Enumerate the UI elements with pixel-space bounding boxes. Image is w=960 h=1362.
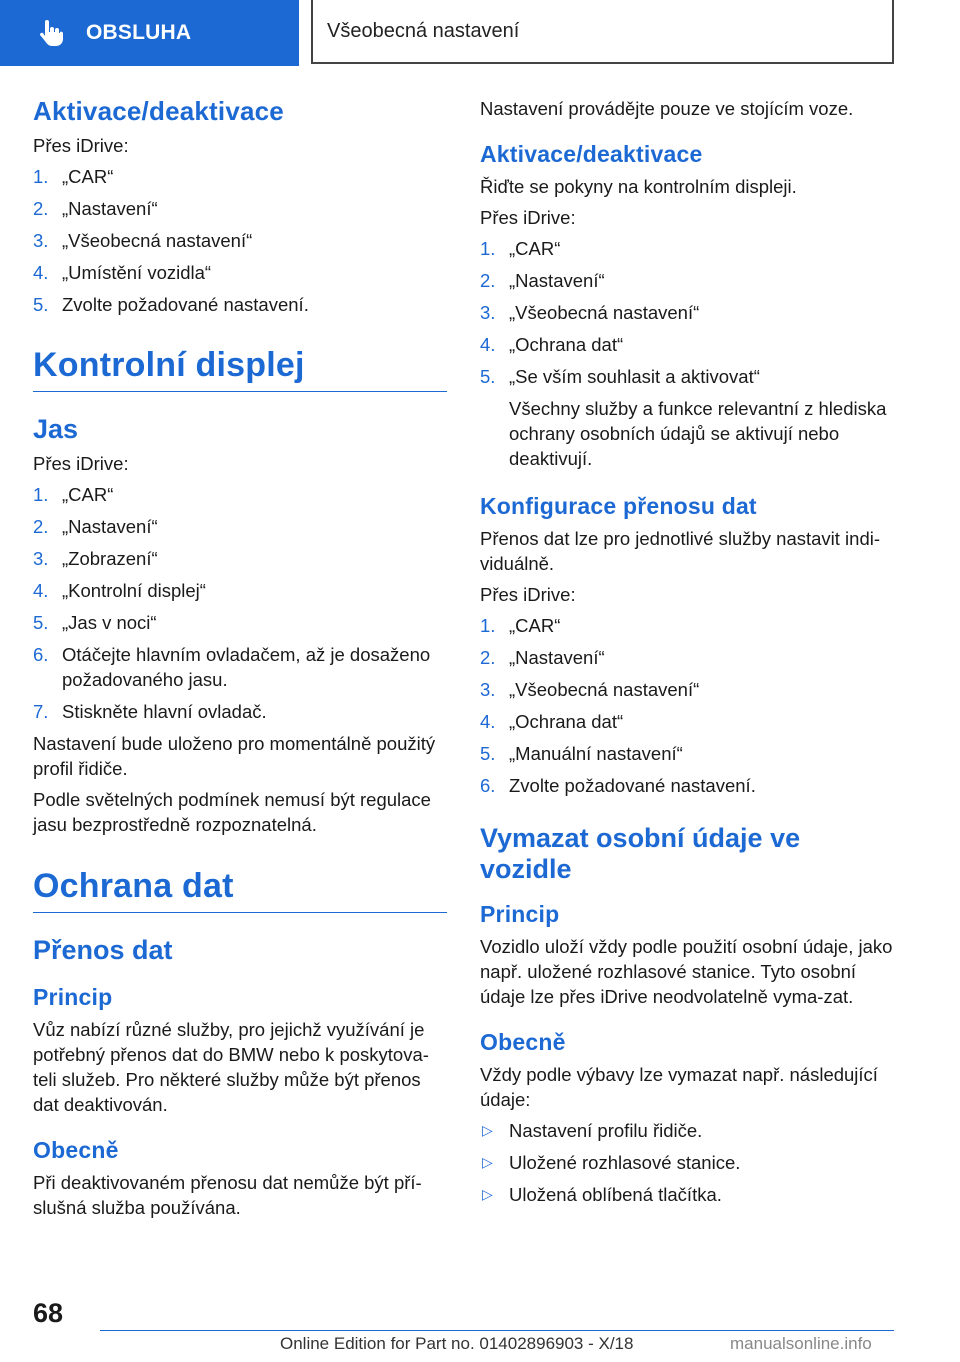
list-item: 4. „Ochrana dat“ [480,334,624,355]
heading-obecne-right: Obecně [480,1029,566,1055]
paragraph: Vůz nabízí různé služby, pro jejichž využívání je potřebný přenos dat do BMW nebo k poskytova‐teli služeb. Pro některé služby může být přenos dat deaktivován. [33,1019,429,1115]
heading-konfigurace: Konfigurace přenosu dat [480,493,757,519]
list-item: ▷ Nastavení profilu řidiče. [482,1120,703,1141]
list-item: 3. „Všeobecná nastavení“ [480,679,700,700]
list-item: 6. Zvolte požadované nastavení. [480,775,756,796]
list-item: 1. „CAR“ [480,238,561,259]
footer-edition: Online Edition for Part no. 01402896903 - X/18 [280,1334,634,1353]
list-item: 3. „Všeobecná nastavení“ [33,230,253,251]
list-item: ▷ Uložené rozhlasové stanice. [482,1152,741,1173]
paragraph: Podle světelných podmínek nemusí být regulace jasu bezprostředně rozpoznatelná. [33,789,431,835]
footer-divider [100,1330,894,1331]
list-item: 3. „Všeobecná nastavení“ [480,302,700,323]
heading-aktivace-deaktivace: Aktivace/deaktivace [480,141,703,167]
heading-kontrolni-displej: Kontrolní displej [33,346,447,392]
heading-princip-right: Princip [480,901,560,927]
left-column [33,96,447,1226]
list-item: 2. „Nastavení“ [33,198,158,219]
list-item: 2. „Nastavení“ [480,270,605,291]
section-title: Všeobecná nastavení [327,19,520,42]
steps-list [480,613,894,798]
paragraph: Přes iDrive: [480,584,576,605]
heading-aktivace: Aktivace/deaktivace [33,96,284,126]
paragraph: Přes iDrive: [33,135,129,156]
list-item: 5. „Manuální nastavení“ [480,743,683,764]
list-item: 4. „Kontrolní displej“ [33,580,206,601]
section-title-box [311,0,894,64]
list-item: 4. „Umístění vozidla“ [33,262,212,283]
list-item: 2. „Nastavení“ [480,647,605,668]
list-item: ▷ Uložená oblíbená tlačítka. [482,1184,722,1205]
list-item: 5. „Jas v noci“ [33,612,157,633]
step-note: Všechny služby a funkce relevantní z hlediska ochrany osobních údajů se aktivují nebo deaktivují. [509,398,887,469]
bullet-list [480,1118,894,1207]
heading-prenos-dat: Přenos dat [33,935,173,965]
list-item: 4. „Ochrana dat“ [480,711,624,732]
list-item: 7. Stiskněte hlavní ovladač. [33,701,267,722]
list-item: 1. „CAR“ [480,615,561,636]
list-item: 6. Otáčejte hlavním ovladačem, až je dosaženo požadovaného jasu. [33,644,431,690]
paragraph: Vždy podle výbavy lze vymazat např. následující údaje: [480,1064,878,1110]
paragraph: Nastavení bude uloženo pro momentálně použitý profil řidiče. [33,733,436,779]
steps-list [33,164,447,317]
chapter-tab-label: OBSLUHA [86,21,192,44]
list-item: 5. „Se vším souhlasit a aktivovat“ [480,366,760,387]
list-item: 3. „Zobrazení“ [33,548,158,569]
paragraph: Řiďte se pokyny na kontrolním displeji. [480,176,797,197]
page-header [0,0,960,66]
paragraph: Při deaktivovaném přenosu dat nemůže být pří‐slušná služba používána. [33,1172,422,1218]
heading-jas: Jas [33,414,79,444]
right-column [480,96,894,1214]
paragraph: Přenos dat lze pro jednotlivé služby nastavit indi‐viduálně. [480,528,881,574]
heading-ochrana-dat: Ochrana dat [33,867,447,913]
steps-list [33,482,447,724]
heading-obecne: Obecně [33,1137,119,1163]
paragraph: Přes iDrive: [480,207,576,228]
paragraph: Přes iDrive: [33,453,129,474]
list-item: 5. Zvolte požadované nastavení. [33,294,309,315]
paragraph: Nastavení provádějte pouze ve stojícím voze. [480,98,854,119]
heading-princip: Princip [33,984,113,1010]
chapter-tab[interactable] [0,0,299,66]
heading-vymazat-udaje: Vymazat osobní údaje ve vozidle [480,823,801,884]
steps-list [480,236,894,389]
list-item: 2. „Nastavení“ [33,516,158,537]
watermark-brand: manualsonline.info [730,1334,872,1353]
paragraph: Vozidlo uloží vždy podle použití osobní údaje, jako např. uložené rozhlasové stanice. Tyto osobní údaje lze přes iDrive neodvolatelně vyma‐zat. [480,936,893,1007]
hand-pointer-icon [36,18,66,48]
list-item: 1. „CAR“ [33,166,114,187]
page-number: 68 [33,1298,64,1328]
list-item: 1. „CAR“ [33,484,114,505]
